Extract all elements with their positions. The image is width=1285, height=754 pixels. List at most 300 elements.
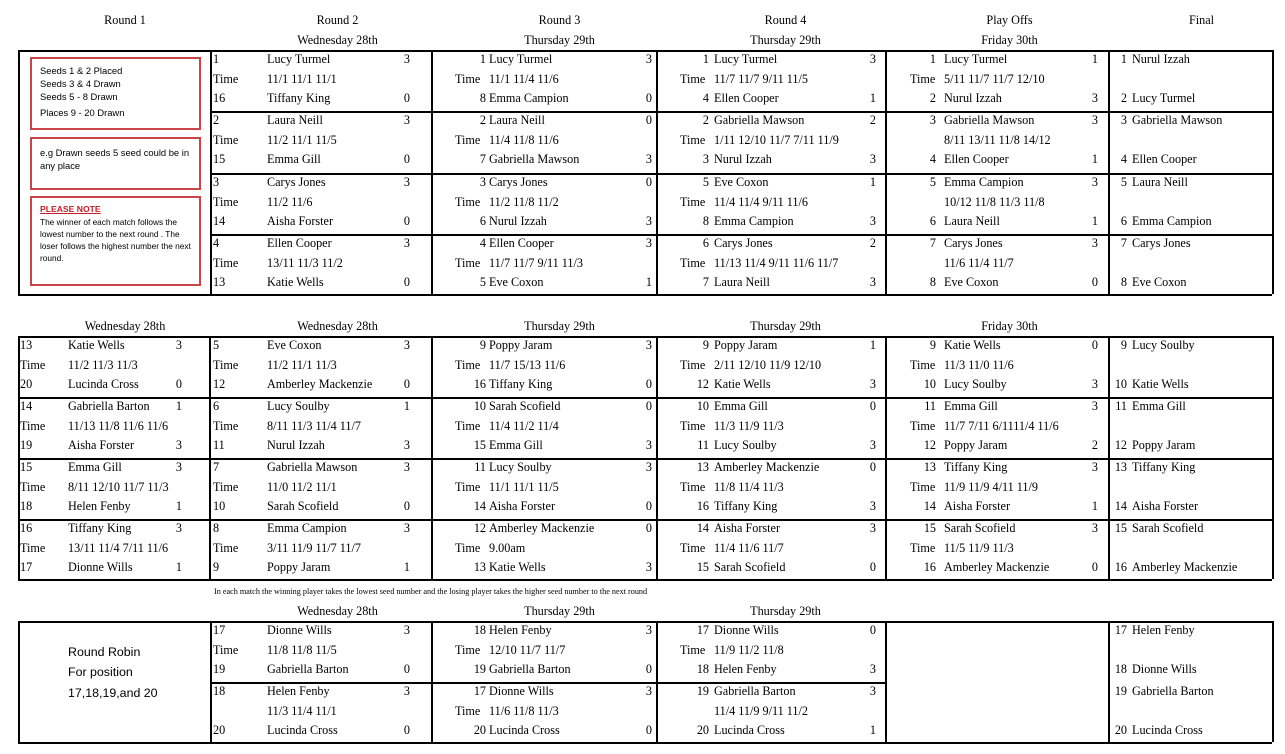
seed-number: 16 [20, 521, 33, 535]
seed-number: 18 [473, 623, 486, 637]
player-name: Emma Campion [267, 521, 347, 535]
time-label: Time [680, 419, 706, 433]
player-name: Katie Wells [714, 377, 771, 391]
seed-number: 6 [702, 236, 709, 250]
seed-number: 15 [1114, 521, 1127, 535]
seed-number: 5 [702, 175, 709, 189]
games-won: 3 [403, 521, 410, 535]
round4-day: Thursday 29th [750, 33, 821, 47]
round1-header: Round 1 [104, 13, 146, 27]
player-name: Lucinda Cross [714, 723, 785, 737]
player-name: Gabriella Barton [68, 399, 150, 413]
seed-number: 15 [213, 152, 226, 166]
seed-number: 15 [696, 560, 709, 574]
player-name: Sarah Scofield [267, 499, 339, 513]
seed-number: 15 [20, 460, 33, 474]
player-name: Dionne Wills [68, 560, 133, 574]
seed-number: 8 [702, 214, 709, 228]
seed-number: 17 [1114, 623, 1127, 637]
games-won: 3 [403, 236, 410, 250]
player-name: Eve Coxon [489, 275, 544, 289]
grid-line [18, 294, 1272, 296]
games-won: 1 [1091, 499, 1098, 513]
time-label: Time [680, 195, 706, 209]
seed-number: 6 [213, 399, 220, 413]
games-won: 3 [869, 521, 876, 535]
player-name: Lucy Soulby [267, 399, 330, 413]
seed-number: 11 [474, 460, 486, 474]
games-won: 0 [645, 113, 652, 127]
seed-number: 3 [213, 175, 220, 189]
player-name: Aisha Forster [489, 499, 556, 513]
grid-line [1272, 50, 1274, 294]
seed-number: 18 [1114, 662, 1127, 676]
seed-number: 16 [923, 560, 936, 574]
match-score: 1/11 12/10 11/7 7/11 11/9 [714, 133, 839, 147]
games-won: 0 [403, 214, 410, 228]
match-score: 11/8 11/4 11/3 [714, 480, 784, 494]
player-name: Eve Coxon [714, 175, 769, 189]
seed-number: 16 [1114, 560, 1127, 574]
time-label: Time [213, 195, 239, 209]
time-label: Time [213, 256, 239, 270]
match-score: 11/2 11/1 11/5 [267, 133, 337, 147]
seed-number: 9 [213, 560, 220, 574]
seed-number: 10 [1114, 377, 1127, 391]
round2-header: Round 2 [316, 13, 359, 27]
seed-number: 1 [213, 52, 220, 66]
match-score: 10/12 11/8 11/3 11/8 [944, 195, 1045, 209]
time-label: Time [20, 480, 46, 494]
seed-number: 4 [479, 236, 486, 250]
seed-number: 15 [923, 521, 936, 535]
seed-number: 10 [923, 377, 936, 391]
seed-number: 5 [1120, 175, 1127, 189]
time-label: Time [455, 419, 481, 433]
seed-number: 12 [473, 521, 486, 535]
seed-number: 14 [923, 499, 936, 513]
player-name: Nurul Izzah [944, 91, 1002, 105]
seeding-line: Seeds 5 - 8 Drawn [40, 91, 118, 102]
seed-number: 12 [923, 438, 936, 452]
seed-number: 9 [702, 338, 709, 352]
player-name: Emma Campion [944, 175, 1024, 189]
player-name: Sarah Scofield [944, 521, 1016, 535]
seed-number: 20 [1114, 723, 1127, 737]
games-won: 1 [869, 723, 876, 737]
games-won: 3 [1091, 399, 1098, 413]
games-won: 1 [1091, 214, 1098, 228]
match-score: 11/8 11/8 11/5 [267, 643, 337, 657]
games-won: 1 [175, 499, 182, 513]
games-won: 3 [403, 338, 410, 352]
player-name: Helen Fenby [68, 499, 131, 513]
match-score: 11/4 11/4 9/11 11/6 [714, 195, 808, 209]
time-label: Time [20, 419, 46, 433]
seed-number: 6 [929, 214, 936, 228]
player-name: Emma Gill [944, 399, 998, 413]
player-name: Helen Fenby [267, 684, 330, 698]
player-name: Tiffany King [944, 460, 1008, 474]
games-won: 1 [1091, 152, 1098, 166]
seed-number: 4 [702, 91, 709, 105]
match-score: 11/3 11/0 11/6 [944, 358, 1014, 372]
player-name: Carys Jones [1132, 236, 1191, 250]
time-label: Time [455, 72, 481, 86]
round-robin-positions: 17,18,19,and 20 [68, 686, 158, 700]
games-won: 3 [645, 684, 652, 698]
player-name: Nurul Izzah [267, 438, 325, 452]
time-label: Time [680, 358, 706, 372]
time-label: Time [680, 256, 706, 270]
match-score: 13/11 11/3 11/2 [267, 256, 343, 270]
match-score: 11/4 11/6 11/7 [714, 541, 784, 555]
grid-line [431, 50, 433, 294]
player-name: Amberley Mackenzie [1132, 560, 1238, 574]
player-name: Sarah Scofield [1132, 521, 1204, 535]
games-won: 0 [403, 723, 410, 737]
seed-number: 4 [929, 152, 936, 166]
seed-number: 9 [1120, 338, 1127, 352]
player-name: Gabriella Mawson [944, 113, 1035, 127]
grid-line [885, 50, 887, 294]
seed-number: 8 [1120, 275, 1127, 289]
round4-header: Round 4 [764, 13, 807, 27]
seed-number: 1 [929, 52, 936, 66]
match-score: 11/2 11/8 11/2 [489, 195, 559, 209]
player-name: Gabriella Barton [267, 662, 349, 676]
player-name: Dionne Wills [1132, 662, 1197, 676]
seed-number: 17 [213, 623, 226, 637]
seed-number: 2 [479, 113, 486, 127]
player-name: Katie Wells [489, 560, 546, 574]
games-won: 3 [869, 662, 876, 676]
player-name: Dionne Wills [489, 684, 554, 698]
seed-number: 20 [20, 377, 33, 391]
final-header: Final [1188, 13, 1215, 27]
player-name: Emma Gill [714, 399, 768, 413]
seed-number: 3 [929, 113, 936, 127]
seed-number: 20 [696, 723, 709, 737]
player-name: Lucinda Cross [489, 723, 560, 737]
player-name: Helen Fenby [489, 623, 552, 637]
player-name: Poppy Jaram [714, 338, 778, 352]
note-title: PLEASE NOTE [40, 204, 101, 214]
seed-number: 19 [473, 662, 486, 676]
games-won: 1 [403, 399, 410, 413]
player-name: Lucy Turmel [267, 52, 331, 66]
round2-day: Wednesday 28th [297, 33, 378, 47]
player-name: Katie Wells [1132, 377, 1189, 391]
games-won: 1 [645, 275, 652, 289]
seed-number: 5 [479, 275, 486, 289]
player-name: Amberley Mackenzie [267, 377, 373, 391]
player-name: Lucinda Cross [267, 723, 338, 737]
grid-line [210, 50, 212, 294]
round3-header: Round 3 [538, 13, 581, 27]
seed-number: 12 [213, 377, 226, 391]
player-name: Laura Neill [1132, 175, 1188, 189]
player-name: Lucy Soulby [489, 460, 552, 474]
player-name: Amberley Mackenzie [714, 460, 820, 474]
games-won: 1 [175, 399, 182, 413]
games-won: 3 [869, 377, 876, 391]
time-label: Time [455, 480, 481, 494]
seed-number: 18 [696, 662, 709, 676]
seed-number: 16 [473, 377, 486, 391]
seed-number: 12 [696, 377, 709, 391]
seed-number: 3 [479, 175, 486, 189]
player-name: Lucinda Cross [68, 377, 139, 391]
games-won: 0 [403, 91, 410, 105]
seed-number: 20 [213, 723, 226, 737]
match-score: 8/11 12/10 11/7 11/3 [68, 480, 169, 494]
seed-number: 11 [213, 438, 225, 452]
player-name: Tiffany King [267, 91, 331, 105]
match-score: 9.00am [489, 541, 526, 555]
match-score: 11/5 11/9 11/3 [944, 541, 1014, 555]
seed-number: 1 [702, 52, 709, 66]
seed-number: 17 [473, 684, 486, 698]
player-name: Carys Jones [267, 175, 326, 189]
player-name: Gabriella Mawson [1132, 113, 1223, 127]
games-won: 3 [869, 438, 876, 452]
round3-day: Thursday 29th [524, 33, 595, 47]
seed-number: 20 [473, 723, 486, 737]
time-label: Time [213, 358, 239, 372]
player-name: Emma Gill [1132, 399, 1186, 413]
seeding-info-box [30, 57, 201, 130]
player-name: Carys Jones [489, 175, 548, 189]
time-label: Time [910, 419, 936, 433]
section3-round3-day: Thursday 29th [524, 604, 595, 618]
player-name: Gabriella Barton [489, 662, 571, 676]
games-won: 0 [1091, 275, 1098, 289]
match-score: 11/7 11/7 9/11 11/3 [489, 256, 583, 270]
player-name: Laura Neill [267, 113, 323, 127]
seed-number: 10 [473, 399, 486, 413]
player-name: Helen Fenby [714, 662, 777, 676]
example-text: e.g Drawn seeds 5 seed could be in any place [40, 147, 190, 171]
time-label: Time [20, 541, 46, 555]
player-name: Aisha Forster [944, 499, 1011, 513]
seed-number: 5 [213, 338, 220, 352]
seed-number: 7 [213, 460, 220, 474]
games-won: 1 [175, 560, 182, 574]
match-score: 11/6 11/4 11/7 [944, 256, 1014, 270]
games-won: 0 [403, 152, 410, 166]
seed-number: 14 [213, 214, 226, 228]
seed-number: 14 [1114, 499, 1127, 513]
games-won: 0 [645, 175, 652, 189]
time-label: Time [213, 643, 239, 657]
games-won: 3 [403, 684, 410, 698]
games-won: 0 [869, 399, 876, 413]
seed-number: 12 [1114, 438, 1127, 452]
games-won: 0 [645, 91, 652, 105]
seed-number: 19 [1114, 684, 1127, 698]
footnote: In each match the winning player takes the lowest seed number and the losing player takes the higher seed number to the next round [214, 587, 648, 596]
seed-number: 18 [20, 499, 33, 513]
games-won: 3 [175, 338, 182, 352]
player-name: Lucy Turmel [714, 52, 778, 66]
player-name: Lucy Turmel [1132, 91, 1196, 105]
player-name: Dionne Wills [267, 623, 332, 637]
games-won: 0 [1091, 560, 1098, 574]
games-won: 0 [645, 662, 652, 676]
match-score: 11/9 11/2 11/8 [714, 643, 784, 657]
seed-number: 17 [20, 560, 33, 574]
seed-number: 8 [213, 521, 220, 535]
seed-number: 17 [696, 623, 709, 637]
round-robin-title: Round Robin [68, 645, 141, 659]
seed-number: 4 [1120, 152, 1127, 166]
games-won: 0 [645, 521, 652, 535]
games-won: 3 [645, 52, 652, 66]
section2-round2-day: Wednesday 28th [297, 319, 378, 333]
seed-number: 13 [923, 460, 936, 474]
time-label: Time [213, 541, 239, 555]
games-won: 3 [175, 521, 182, 535]
seed-number: 3 [702, 152, 709, 166]
player-name: Nurul Izzah [714, 152, 772, 166]
seeding-line: Places 9 - 20 Drawn [40, 107, 125, 118]
games-won: 0 [645, 399, 652, 413]
match-score: 11/6 11/8 11/3 [489, 704, 559, 718]
player-name: Dionne Wills [714, 623, 779, 637]
seed-number: 14 [20, 399, 33, 413]
games-won: 1 [869, 338, 876, 352]
games-won: 0 [869, 560, 876, 574]
seed-number: 1 [479, 52, 486, 66]
player-name: Sarah Scofield [714, 560, 786, 574]
player-name: Emma Gill [489, 438, 543, 452]
seed-number: 7 [479, 152, 486, 166]
player-name: Emma Gill [68, 460, 122, 474]
section2-round4-day: Thursday 29th [750, 319, 821, 333]
games-won: 3 [645, 338, 652, 352]
games-won: 3 [869, 684, 876, 698]
games-won: 3 [403, 113, 410, 127]
time-label: Time [680, 643, 706, 657]
match-score: 11/3 11/4 11/1 [267, 704, 337, 718]
games-won: 2 [869, 236, 876, 250]
seed-number: 7 [929, 236, 936, 250]
time-label: Time [213, 480, 239, 494]
games-won: 0 [403, 377, 410, 391]
player-name: Gabriella Barton [714, 684, 796, 698]
player-name: Lucy Turmel [489, 52, 553, 66]
grid-line [1108, 621, 1110, 742]
grid-line [1272, 621, 1274, 742]
match-score: 11/7 11/7 9/11 11/5 [714, 72, 808, 86]
player-name: Ellen Cooper [1132, 152, 1197, 166]
games-won: 3 [403, 175, 410, 189]
seed-number: 2 [213, 113, 220, 127]
player-name: Eve Coxon [944, 275, 999, 289]
games-won: 3 [645, 560, 652, 574]
games-won: 3 [1091, 460, 1098, 474]
player-name: Poppy Jaram [944, 438, 1008, 452]
seed-number: 10 [213, 499, 226, 513]
seed-number: 11 [1115, 399, 1127, 413]
player-name: Tiffany King [714, 499, 778, 513]
match-score: 11/0 11/2 11/1 [267, 480, 337, 494]
player-name: Nurul Izzah [489, 214, 547, 228]
player-name: Katie Wells [267, 275, 324, 289]
time-label: Time [455, 643, 481, 657]
time-label: Time [213, 419, 239, 433]
grid-line [1108, 50, 1110, 294]
grid-line [656, 50, 658, 294]
seed-number: 10 [696, 399, 709, 413]
player-name: Amberley Mackenzie [944, 560, 1050, 574]
grid-line [885, 621, 887, 742]
games-won: 0 [1091, 338, 1098, 352]
games-won: 1 [1091, 52, 1098, 66]
seed-number: 13 [1114, 460, 1127, 474]
time-label: Time [213, 72, 239, 86]
games-won: 0 [403, 275, 410, 289]
player-name: Lucy Turmel [944, 52, 1008, 66]
seed-number: 6 [479, 214, 486, 228]
games-won: 3 [403, 460, 410, 474]
player-name: Ellen Cooper [714, 91, 779, 105]
player-name: Aisha Forster [267, 214, 334, 228]
games-won: 0 [403, 662, 410, 676]
seed-number: 1 [1120, 52, 1127, 66]
match-score: 11/3 11/9 11/3 [714, 419, 784, 433]
games-won: 3 [403, 438, 410, 452]
grid-line [18, 50, 20, 294]
games-won: 3 [869, 52, 876, 66]
player-name: Emma Campion [714, 214, 794, 228]
player-name: Lucy Soulby [1132, 338, 1195, 352]
seed-number: 18 [213, 684, 226, 698]
match-score: 8/11 13/11 11/8 14/12 [944, 133, 1051, 147]
player-name: Lucinda Cross [1132, 723, 1203, 737]
section2-round3-day: Thursday 29th [524, 319, 595, 333]
match-score: 12/10 11/7 11/7 [489, 643, 566, 657]
player-name: Tiffany King [68, 521, 132, 535]
time-label: Time [213, 133, 239, 147]
example-info-box [30, 137, 201, 190]
games-won: 3 [1091, 175, 1098, 189]
time-label: Time [910, 480, 936, 494]
games-won: 3 [403, 623, 410, 637]
games-won: 3 [869, 275, 876, 289]
match-score: 3/11 11/9 11/7 11/7 [267, 541, 361, 555]
games-won: 3 [645, 214, 652, 228]
match-score: 11/13 11/4 9/11 11/6 11/7 [714, 256, 839, 270]
section3-round2-day: Wednesday 28th [297, 604, 378, 618]
seed-number: 14 [473, 499, 486, 513]
grid-line [18, 621, 20, 742]
match-score: 11/13 11/8 11/6 11/6 [68, 419, 169, 433]
player-name: Gabriella Mawson [714, 113, 805, 127]
time-label: Time [455, 541, 481, 555]
seed-number: 13 [20, 338, 33, 352]
time-label: Time [910, 541, 936, 555]
player-name: Sarah Scofield [489, 399, 561, 413]
time-label: Time [455, 133, 481, 147]
games-won: 1 [869, 91, 876, 105]
player-name: Gabriella Mawson [489, 152, 580, 166]
player-name: Carys Jones [714, 236, 773, 250]
match-score: 11/2 11/1 11/3 [267, 358, 337, 372]
player-name: Tiffany King [489, 377, 553, 391]
time-label: Time [455, 195, 481, 209]
